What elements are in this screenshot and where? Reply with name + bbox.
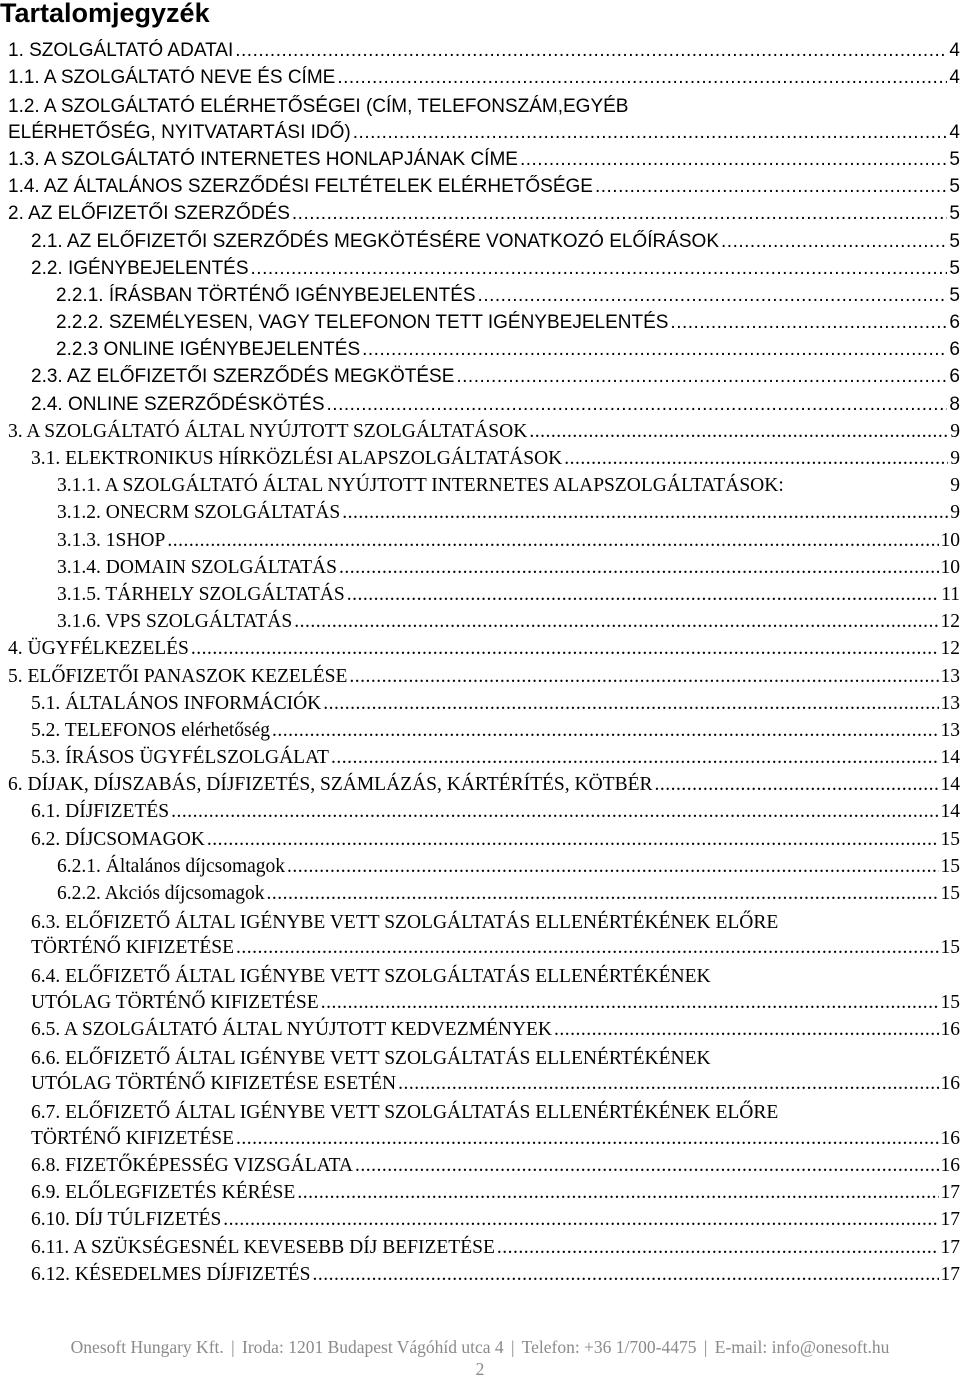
toc-entry-title: 6.2.2. Akciós díjcsomagok	[57, 882, 264, 906]
toc-entry-title-line-1: 6.4. ELŐFIZETŐ ÁLTAL IGÉNYBE VETT SZOLGÁLTATÁS ELLENÉRTÉKÉNEK	[0, 965, 711, 989]
toc-dot-leader	[266, 882, 938, 906]
toc-dot-leader	[353, 121, 948, 145]
toc-page-number: 4	[949, 121, 960, 145]
toc-dot-leader	[331, 746, 939, 770]
toc-page-number: 6	[949, 338, 960, 362]
toc-page-number: 9	[950, 447, 960, 471]
toc-entry-title: UTÓLAG TÖRTÉNŐ KIFIZETÉSE ESETÉN	[31, 1072, 396, 1096]
page-number: 2	[0, 1359, 960, 1380]
toc-entry[interactable]	[0, 826, 960, 853]
toc-page-number: 15	[941, 828, 960, 852]
footer-separator: |	[231, 1337, 235, 1357]
toc-entry-title: 6.8. FIZETŐKÉPESSÉG VIZSGÁLATA	[31, 1154, 353, 1178]
toc-page-number: 8	[949, 393, 960, 417]
toc-page-number: 13	[941, 665, 960, 689]
toc-page-number: 14	[941, 800, 960, 824]
toc-page-number: 13	[941, 692, 960, 716]
toc-dot-leader	[223, 1208, 938, 1232]
toc-dot-leader	[251, 257, 948, 281]
toc-entry-title: 6.1. DÍJFIZETÉS	[31, 800, 169, 824]
toc-entry-title: TÖRTÉNŐ KIFIZETÉSE	[31, 1127, 234, 1151]
toc-entry-title: 2.2.2. SZEMÉLYESEN, VAGY TELEFONON TETT IGÉNYBEJELENTÉS	[56, 311, 668, 335]
toc-entry-title: 2.4. ONLINE SZERZŐDÉSKÖTÉS	[31, 393, 325, 417]
toc-entry-title: 6.5. A SZOLGÁLTATÓ ÁLTAL NYÚJTOTT KEDVEZMÉNYEK	[31, 1018, 552, 1042]
footer-separator: |	[704, 1337, 708, 1357]
toc-page-number: 5	[949, 148, 960, 172]
toc-entry-title: 6.9. ELŐLEGFIZETÉS KÉRÉSE	[31, 1181, 295, 1205]
toc-dot-leader	[272, 719, 938, 743]
toc-page-number: 12	[941, 610, 960, 634]
toc-page-number: 9	[950, 420, 960, 444]
toc-dot-leader	[554, 1018, 938, 1042]
toc-dot-leader	[349, 665, 938, 689]
toc-entry-title: 2.2.3 ONLINE IGÉNYBEJELENTÉS	[56, 338, 360, 362]
toc-dot-leader	[236, 936, 938, 960]
toc-page-number: 5	[949, 175, 960, 199]
toc-entry[interactable]	[0, 147, 960, 174]
page-footer	[0, 1337, 960, 1358]
toc-page-number: 15	[941, 991, 960, 1015]
toc-entry[interactable]	[0, 799, 960, 826]
toc-dot-leader	[595, 175, 947, 199]
toc-dot-leader	[529, 420, 948, 444]
toc-entry[interactable]	[0, 256, 960, 283]
toc-entry-title: 3.1. ELEKTRONIKUS HÍRKÖZLÉSI ALAPSZOLGÁLTATÁSOK	[31, 447, 562, 471]
toc-entry-title: 2.3. AZ ELŐFIZETŐI SZERZŐDÉS MEGKÖTÉSE	[31, 365, 454, 389]
toc-entry-title: UTÓLAG TÖRTÉNŐ KIFIZETÉSE	[31, 991, 319, 1015]
toc-page-number: 16	[941, 1072, 960, 1096]
toc-entry[interactable]	[0, 718, 960, 745]
toc-dot-leader	[520, 148, 947, 172]
toc-entry-title: 3.1.2. ONECRM SZOLGÁLTATÁS	[57, 501, 340, 525]
toc-entry[interactable]	[0, 854, 960, 881]
toc-page-number: 5	[949, 257, 960, 281]
toc-dot-leader	[207, 828, 939, 852]
toc-page-number: 4	[949, 66, 960, 90]
toc-entry[interactable]	[0, 419, 960, 446]
toc-dot-leader	[347, 583, 939, 607]
toc-entry[interactable]	[0, 663, 960, 690]
toc-dot-leader	[362, 338, 947, 362]
toc-entry-title: 1.1. A SZOLGÁLTATÓ NEVE ÉS CÍME	[8, 66, 335, 90]
toc-entry[interactable]	[0, 1262, 960, 1289]
footer-company: Onesoft Hungary Kft.	[71, 1337, 224, 1357]
toc-entry[interactable]	[0, 500, 960, 527]
toc-entry[interactable]	[0, 1234, 960, 1261]
toc-entry[interactable]	[0, 174, 960, 201]
toc-page-number: 15	[941, 882, 960, 906]
toc-page-number: 5	[949, 284, 960, 308]
toc-dot-leader	[313, 1263, 939, 1287]
toc-entry-title: 2.2.1. ÍRÁSBAN TÖRTÉNŐ IGÉNYBEJELENTÉS	[56, 284, 476, 308]
toc-entry[interactable]	[0, 582, 960, 609]
toc-page-number: 17	[941, 1236, 960, 1260]
toc-entry[interactable]	[0, 1044, 960, 1098]
toc-entry-title: 3.1.5. TÁRHELY SZOLGÁLTATÁS	[57, 583, 345, 607]
toc-entry-title: 5.1. ÁLTALÁNOS INFORMÁCIÓK	[31, 692, 321, 716]
toc-page-number: 16	[941, 1127, 960, 1151]
toc-entry[interactable]	[0, 1180, 960, 1207]
toc-entry[interactable]	[0, 908, 960, 962]
toc-entry-title: 1. SZOLGÁLTATÓ ADATAI	[8, 39, 233, 63]
toc-page-number: 14	[941, 773, 960, 797]
toc-dot-leader	[497, 1236, 939, 1260]
toc-dot-leader	[564, 447, 948, 471]
toc-entry-title: 3.1.4. DOMAIN SZOLGÁLTATÁS	[57, 556, 337, 580]
toc-entry[interactable]	[0, 92, 960, 146]
toc-entry-title: 1.3. A SZOLGÁLTATÓ INTERNETES HONLAPJÁNAK CÍME	[8, 148, 518, 172]
toc-page-number: 17	[941, 1208, 960, 1232]
toc-page-number: 15	[941, 936, 960, 960]
toc-dot-leader	[398, 1072, 938, 1096]
toc-entry[interactable]	[0, 1098, 960, 1152]
toc-entry-title: 2. AZ ELŐFIZETŐI SZERZŐDÉS	[8, 202, 290, 226]
toc-entry[interactable]	[0, 527, 960, 554]
toc-entry-title: 2.2. IGÉNYBEJELENTÉS	[31, 257, 249, 281]
toc-entry[interactable]	[0, 65, 960, 92]
toc-dot-leader	[167, 529, 938, 553]
toc-entry[interactable]	[0, 962, 960, 1016]
toc-page-number: 13	[941, 719, 960, 743]
toc-entry-title: 6.2. DÍJCSOMAGOK	[31, 828, 205, 852]
toc-entry-title: 2.1. AZ ELŐFIZETŐI SZERZŐDÉS MEGKÖTÉSÉRE VONATKOZÓ ELŐÍRÁSOK	[31, 230, 719, 254]
toc-dot-leader	[287, 855, 938, 879]
toc-entry[interactable]	[0, 1207, 960, 1234]
toc-page-number: 9	[950, 474, 960, 498]
toc-entry-title: 4. ÜGYFÉLKEZELÉS	[8, 637, 189, 661]
table-of-contents	[0, 38, 960, 1289]
toc-entry-title-line-1: 6.3. ELŐFIZETŐ ÁLTAL IGÉNYBE VETT SZOLGÁLTATÁS ELLENÉRTÉKÉNEK ELŐRE	[0, 911, 778, 935]
page-title: Tartalomjegyzék	[0, 0, 210, 30]
toc-entry-title: 6.10. DÍJ TÚLFIZETÉS	[31, 1208, 221, 1232]
toc-dot-leader	[236, 1127, 938, 1151]
toc-entry[interactable]	[0, 881, 960, 908]
toc-page-number: 16	[941, 1154, 960, 1178]
toc-dot-leader	[321, 991, 939, 1015]
toc-dot-leader	[655, 773, 939, 797]
toc-entry[interactable]	[0, 310, 960, 337]
toc-dot-leader	[297, 1181, 938, 1205]
toc-dot-leader	[235, 39, 947, 63]
toc-dot-leader	[721, 230, 947, 254]
toc-dot-leader	[191, 637, 939, 661]
toc-page-number: 10	[941, 529, 960, 553]
toc-entry-title-line-1: 6.6. ELŐFIZETŐ ÁLTAL IGÉNYBE VETT SZOLGÁLTATÁS ELLENÉRTÉKÉNEK	[0, 1047, 711, 1071]
toc-dot-leader	[292, 202, 948, 226]
toc-dot-leader	[355, 1154, 939, 1178]
footer-email: E-mail: info@onesoft.hu	[715, 1337, 890, 1357]
toc-page-number: 17	[941, 1181, 960, 1205]
toc-page-number: 4	[949, 39, 960, 63]
toc-page-number: 16	[941, 1018, 960, 1042]
toc-entry[interactable]	[0, 38, 960, 65]
toc-entry-title-line-1: 1.2. A SZOLGÁLTATÓ ELÉRHETŐSÉGEI (CÍM, TELEFONSZÁM,EGYÉB	[0, 95, 628, 119]
toc-entry-title: 6.11. A SZÜKSÉGESNÉL KEVESEBB DÍJ BEFIZETÉSE	[31, 1236, 495, 1260]
toc-page-number: 12	[941, 637, 960, 661]
toc-entry[interactable]	[0, 473, 960, 500]
toc-entry[interactable]	[0, 609, 960, 636]
toc-entry[interactable]	[0, 364, 960, 391]
toc-page-number: 6	[949, 365, 960, 389]
toc-dot-leader	[294, 610, 938, 634]
toc-entry-title: 5.3. ÍRÁSOS ÜGYFÉLSZOLGÁLAT	[31, 746, 329, 770]
toc-entry[interactable]	[0, 283, 960, 310]
toc-entry[interactable]	[0, 745, 960, 772]
toc-dot-leader	[323, 692, 938, 716]
toc-entry[interactable]	[0, 1153, 960, 1180]
footer-phone: Telefon: +36 1/700-4475	[522, 1337, 697, 1357]
toc-page-number: 5	[949, 202, 960, 226]
footer-office-address: Iroda: 1201 Budapest Vágóhíd utca 4	[242, 1337, 504, 1357]
toc-entry-title: TÖRTÉNŐ KIFIZETÉSE	[31, 936, 234, 960]
toc-dot-leader	[670, 311, 947, 335]
toc-entry[interactable]	[0, 228, 960, 255]
toc-page-number: 9	[950, 501, 960, 525]
toc-entry-title: 3.1.6. VPS SZOLGÁLTATÁS	[57, 610, 292, 634]
toc-entry-title: 3.1.1. A SZOLGÁLTATÓ ÁLTAL NYÚJTOTT INTERNETES ALAPSZOLGÁLTATÁSOK:	[57, 474, 784, 498]
toc-page-number: 10	[941, 556, 960, 580]
toc-entry[interactable]	[0, 391, 960, 418]
toc-page-number: 15	[941, 855, 960, 879]
toc-entry[interactable]	[0, 555, 960, 582]
toc-page-number: 17	[941, 1263, 960, 1287]
toc-dot-leader	[171, 800, 938, 824]
toc-entry-title: ELÉRHETŐSÉG, NYITVATARTÁSI IDŐ)	[8, 121, 351, 145]
toc-entry[interactable]	[0, 337, 960, 364]
toc-entry[interactable]	[0, 772, 960, 799]
toc-entry-title: 1.4. AZ ÁLTALÁNOS SZERZŐDÉSI FELTÉTELEK ELÉRHETŐSÉGE	[8, 175, 593, 199]
toc-entry[interactable]	[0, 636, 960, 663]
toc-dot-leader	[342, 501, 948, 525]
toc-page-number: 11	[941, 583, 960, 607]
toc-dot-leader	[339, 556, 939, 580]
toc-entry[interactable]	[0, 1017, 960, 1044]
toc-entry[interactable]	[0, 691, 960, 718]
toc-entry-title: 3.1.3. 1SHOP	[57, 529, 165, 553]
toc-page-number: 6	[949, 311, 960, 335]
toc-entry-title: 5. ELŐFIZETŐI PANASZOK KEZELÉSE	[8, 665, 347, 689]
toc-entry-title: 6. DÍJAK, DÍJSZABÁS, DÍJFIZETÉS, SZÁMLÁZÁS, KÁRTÉRÍTÉS, KÖTBÉR	[8, 773, 653, 797]
toc-dot-leader	[337, 66, 947, 90]
toc-entry-title: 6.12. KÉSEDELMES DÍJFIZETÉS	[31, 1263, 311, 1287]
toc-entry-title: 3. A SZOLGÁLTATÓ ÁLTAL NYÚJTOTT SZOLGÁLTATÁSOK	[8, 420, 527, 444]
toc-dot-leader	[456, 365, 947, 389]
toc-page-number: 5	[949, 230, 960, 254]
toc-entry[interactable]	[0, 446, 960, 473]
toc-page-number: 14	[941, 746, 960, 770]
toc-entry-title: 5.2. TELEFONOS elérhetőség	[31, 719, 270, 743]
toc-entry-title-line-1: 6.7. ELŐFIZETŐ ÁLTAL IGÉNYBE VETT SZOLGÁLTATÁS ELLENÉRTÉKÉNEK ELŐRE	[0, 1101, 778, 1125]
toc-entry[interactable]	[0, 201, 960, 228]
toc-dot-leader	[327, 393, 948, 417]
footer-separator: |	[511, 1337, 515, 1357]
toc-dot-leader	[478, 284, 948, 308]
toc-entry-title: 6.2.1. Általános díjcsomagok	[57, 855, 285, 879]
